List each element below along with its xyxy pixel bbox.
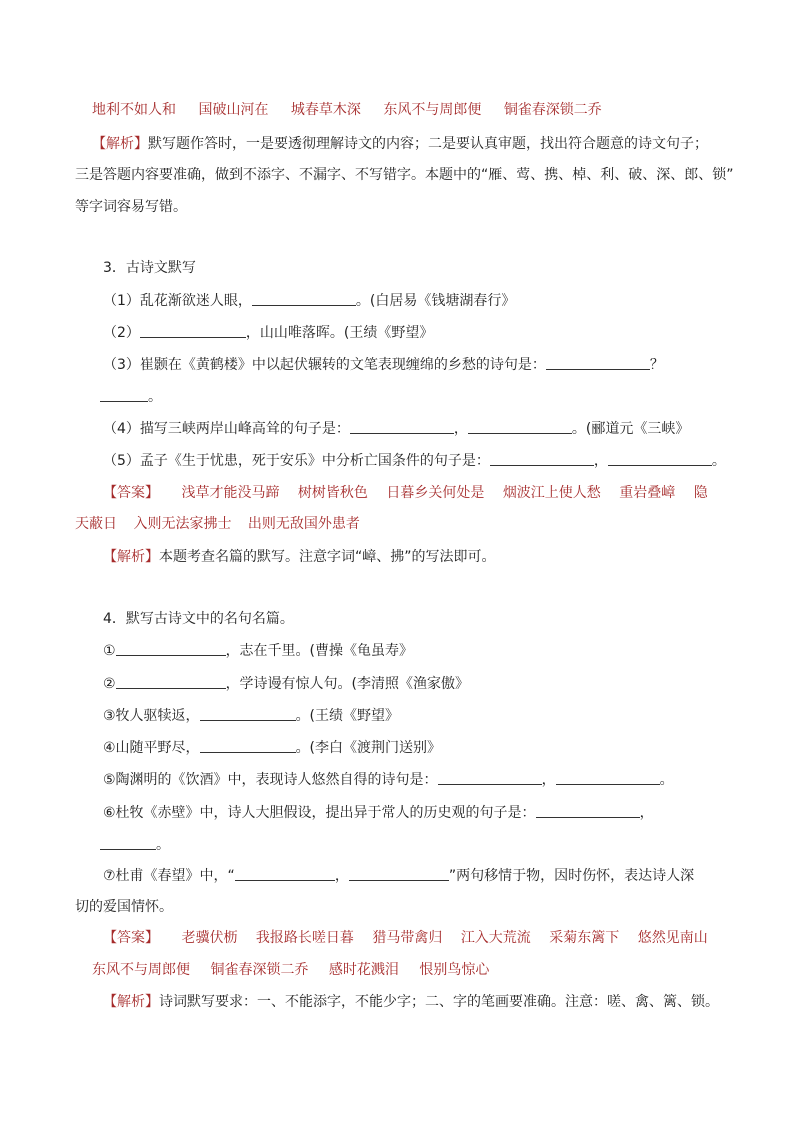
explanation-line [75, 165, 734, 185]
question-line: （1）乱花渐欲迷人眼， 。(白居易《钱塘湖春行》 [103, 293, 516, 309]
explanation-label: 【解析】 [103, 549, 159, 565]
answer-item: 我报路长嗟日暮 [255, 930, 354, 946]
explanation-line [75, 197, 187, 217]
answer-line [103, 928, 708, 948]
answer-blank[interactable] [536, 803, 640, 818]
question-title: 4．默写古诗文中的名句名篇。 [103, 611, 294, 627]
answer-line [75, 514, 360, 534]
answer-item: 浅草才能没马蹄 [181, 485, 280, 501]
answer-blank[interactable] [468, 419, 572, 434]
answer-item: 铜雀春深锁二乔 [210, 962, 309, 978]
explanation-text: 三是答题内容要准确，做到不添字、不漏字、不写错字。本题中的“雁、莺、携、棹、利、破、深、郎、锁” [75, 167, 734, 183]
explanation-line [103, 547, 496, 567]
question-line: （3）崔颢在《黄鹤楼》中以起伏辗转的文笔表现缠绵的乡愁的诗句是： ？ [103, 357, 664, 373]
answer-item: 感时花溅泪 [328, 962, 399, 978]
answer-blank[interactable] [116, 641, 226, 656]
answer-item: 烟波江上使人愁 [502, 485, 601, 501]
answer-item: 猎马带禽归 [372, 930, 443, 946]
answer-item: 地利不如人和 [92, 102, 176, 118]
answer-item: 日暮乡关何处是 [386, 485, 485, 501]
question-line: ⑦杜甫《春望》中，“ ， ”两句移情于物，因时伤怀，表达诗人深 [103, 868, 695, 884]
answer-blank[interactable] [349, 866, 449, 881]
answer-item: 铜雀春深锁二乔 [503, 102, 602, 118]
question-line: ② ，学诗谩有惊人句。(李清照《渔家傲》 [103, 676, 470, 692]
answer-blank[interactable] [140, 323, 246, 338]
answer-label: 【答案】 [103, 930, 159, 946]
explanation-text: 本题考查名篇的默写。注意字词“嶂、拂”的写法即可。 [159, 549, 496, 565]
answer-label: 【答案】 [103, 485, 159, 501]
question-line: （2） ，山山唯落晖。(王绩《野望》 [103, 325, 434, 341]
question-line: （4）描写三峡两岸山峰高耸的句子是： ， 。(郦道元《三峡》 [103, 421, 690, 437]
answer-item: 出则无敌国外患者 [247, 516, 360, 532]
answer-line [92, 960, 489, 980]
answer-blank[interactable] [546, 355, 650, 370]
question-line: 切的爱国情怀。 [75, 899, 173, 915]
explanation-text: 等字词容易写错。 [75, 199, 187, 215]
answer-item: 城春草木深 [290, 102, 361, 118]
answer-blank[interactable] [608, 451, 712, 466]
answer-blank[interactable] [116, 674, 226, 689]
answer-line [103, 483, 708, 503]
explanation-line [92, 134, 708, 154]
answer-item: 江入大荒流 [460, 930, 531, 946]
answer-blank[interactable] [235, 866, 335, 881]
answer-blank[interactable] [200, 738, 296, 753]
answer-blank[interactable] [438, 770, 542, 785]
answer-line [92, 100, 602, 120]
question-line: 。 [100, 835, 170, 855]
answer-item: 采菊东篱下 [549, 930, 620, 946]
answer-item: 国破山河在 [198, 102, 269, 118]
answer-item: 重岩叠嶂 [619, 485, 676, 501]
explanation-label: 【解析】 [92, 136, 148, 152]
explanation-line [103, 992, 719, 1012]
question-line: ⑥杜牧《赤壁》中，诗人大胆假设，提出异于常人的历史观的句子是： ， [103, 805, 654, 821]
explanation-label: 【解析】 [103, 994, 159, 1010]
answer-blank[interactable] [200, 706, 296, 721]
answer-item: 入则无法家拂士 [133, 516, 232, 532]
answer-item: 东风不与周郎便 [92, 962, 190, 978]
explanation-text: 诗词默写要求：一、不能添字，不能少字；二、字的笔画要准确。注意：嗟、禽、篱、锁。 [159, 994, 719, 1010]
answer-item: 老骥伏枥 [181, 930, 238, 946]
answer-item: 恨别鸟惊心 [419, 962, 490, 978]
question-line: ④山随平野尽， 。(李白《渡荆门送别》 [103, 740, 442, 756]
question-line: 。 [100, 387, 162, 407]
question-title: 3．古诗文默写 [103, 260, 196, 276]
question-line: （5）孟子《生于忧患，死于安乐》中分析亡国条件的句子是： ， 。 [103, 453, 726, 469]
answer-blank[interactable] [252, 291, 356, 306]
answer-blank[interactable] [100, 835, 156, 850]
answer-item: 悠然见南山 [637, 930, 708, 946]
answer-blank[interactable] [556, 770, 660, 785]
answer-item: 树树皆秋色 [297, 485, 368, 501]
answer-item: 东风不与周郎便 [383, 102, 482, 118]
answer-item: 隐 [693, 485, 708, 501]
answer-blank[interactable] [490, 451, 594, 466]
question-line: ⑤陶渊明的《饮酒》中，表现诗人悠然自得的诗句是： ， 。 [103, 772, 674, 788]
answer-item: 天蔽日 [75, 516, 117, 532]
answer-blank[interactable] [100, 387, 148, 402]
question-line: ① ，志在千里。(曹操《龟虽寿》 [103, 643, 414, 659]
answer-blank[interactable] [350, 419, 454, 434]
explanation-text: 默写题作答时，一是要透彻理解诗文的内容；二是要认真审题，找出符合题意的诗文句子； [148, 136, 708, 152]
question-line: ③牧人驱犊返， 。(王绩《野望》 [103, 708, 400, 724]
